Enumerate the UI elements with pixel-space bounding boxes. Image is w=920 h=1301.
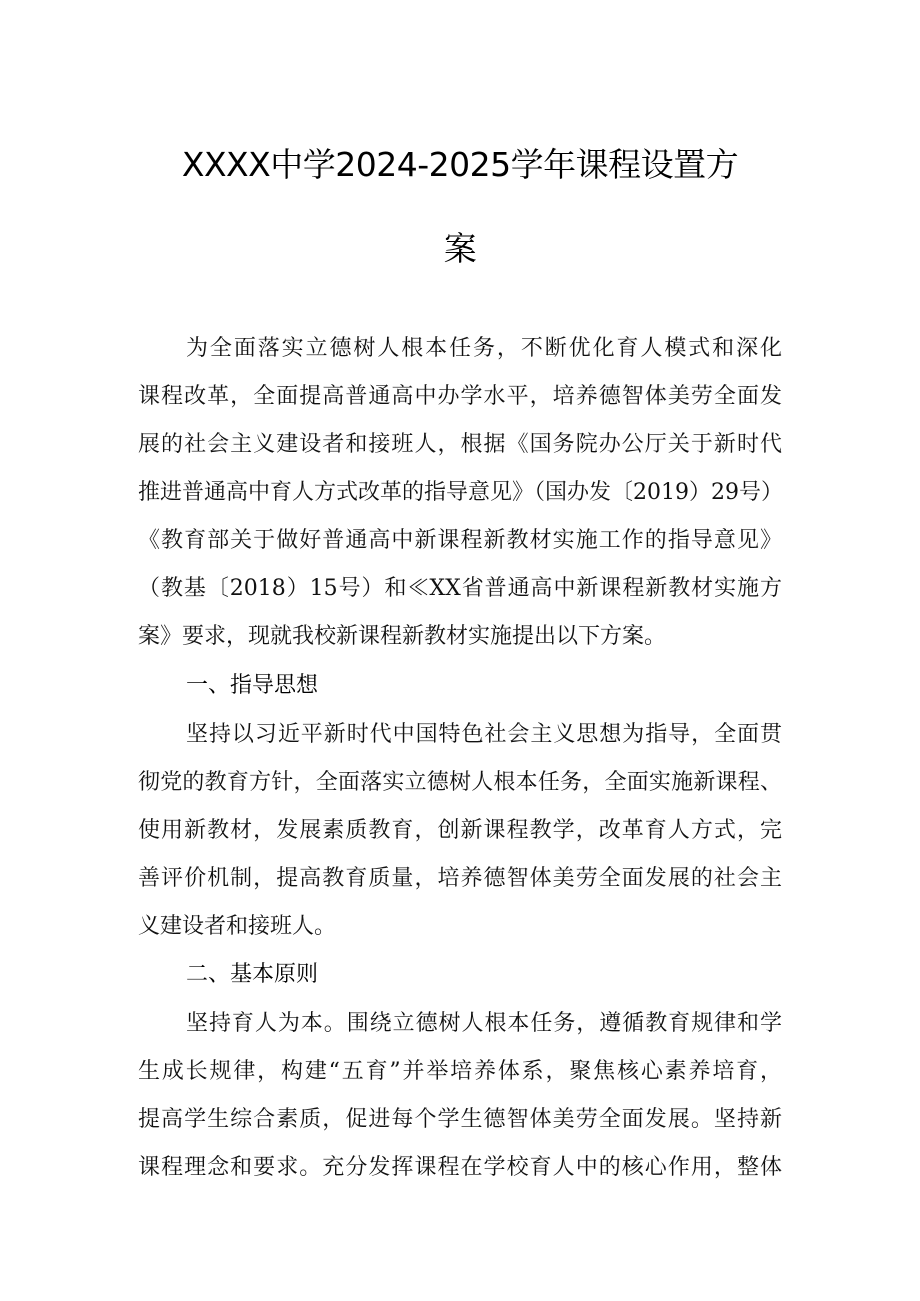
intro-line-6: （教基〔2018）15号）和≪XX省普通高中新课程新教材实施方 bbox=[138, 576, 782, 601]
section2-line-2: 生成长规律，构建“五育”并举培养体系，聚焦核心素养培育， bbox=[138, 1059, 782, 1084]
intro-line-4: 推进普通高中育人方式改革的指导意见》（国办发〔2019）29号） bbox=[138, 480, 783, 505]
intro-line-1: 为全面落实立德树人根本任务，不断优化育人模式和深化 bbox=[186, 336, 782, 361]
section1-line-3: 使用新教材，发展素质教育，创新课程教学，改革育人方式，完 bbox=[138, 818, 782, 843]
section1-line-4: 善评价机制，提高教育质量，培养德智体美劳全面发展的社会主 bbox=[138, 866, 782, 891]
section1-line-1: 坚持以习近平新时代中国特色社会主义思想为指导，全面贯 bbox=[186, 722, 782, 747]
section2-line-1: 坚持育人为本。围绕立德树人根本任务，遵循教育规律和学 bbox=[186, 1011, 782, 1036]
intro-line-2: 课程改革，全面提高普通高中办学水平，培养德智体美劳全面发 bbox=[138, 384, 782, 409]
document-title-line-2: 案 bbox=[443, 229, 477, 268]
intro-line-7: 案》要求，现就我校新课程新教材实施提出以下方案。 bbox=[138, 624, 667, 649]
section-heading-basic-principles: 二、基本原则 bbox=[186, 962, 319, 987]
intro-line-3: 展的社会主义建设者和接班人，根据《国务院办公厅关于新时代 bbox=[138, 432, 782, 457]
intro-line-5: 《教育部关于做好普通高中新课程新教材实施工作的指导意见》 bbox=[138, 528, 782, 553]
section1-line-5: 义建设者和接班人。 bbox=[138, 914, 337, 939]
section1-line-2: 彻党的教育方针，全面落实立德树人根本任务，全面实施新课程、 bbox=[138, 770, 782, 795]
section2-line-3: 提高学生综合素质，促进每个学生德智体美劳全面发展。坚持新 bbox=[138, 1107, 782, 1132]
section-heading-guiding-ideology: 一、指导思想 bbox=[186, 673, 319, 698]
document-title-line-1: XXXX中学2024-2025学年课程设置方 bbox=[181, 145, 739, 184]
section2-line-4: 课程理念和要求。充分发挥课程在学校育人中的核心作用，整体 bbox=[138, 1155, 782, 1180]
